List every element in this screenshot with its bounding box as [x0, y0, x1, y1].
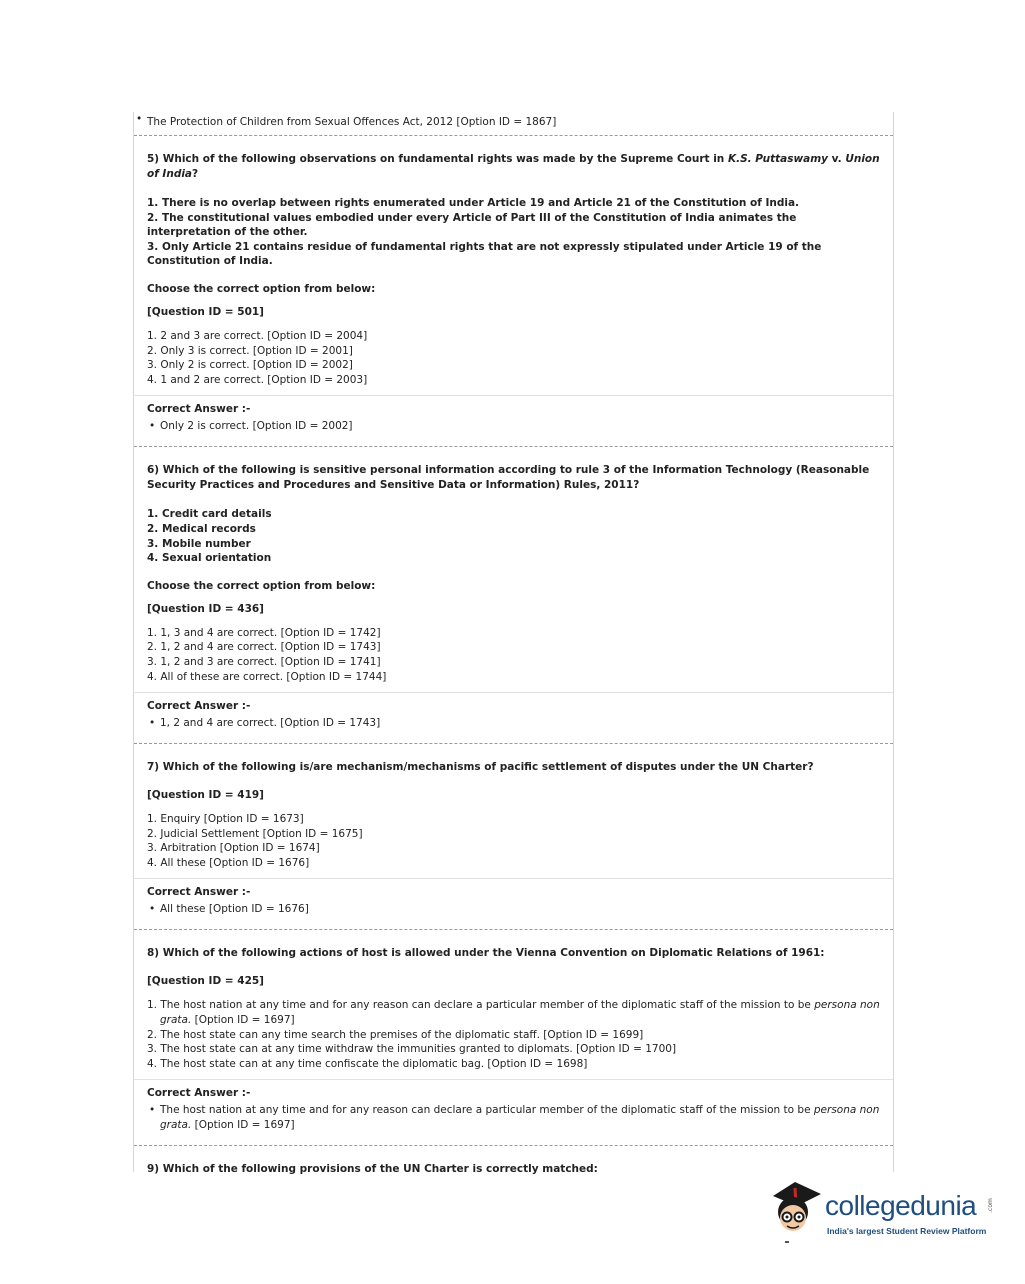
question-id: [Question ID = 425] [147, 975, 264, 988]
statement: 3. Mobile number [147, 537, 251, 550]
question-paper-sheet [133, 112, 894, 1176]
question-5-title: 5) Which of the following observations on fundamental rights was made by the Supreme Court in K.S. Puttaswamy v. Union of India? [147, 153, 880, 180]
correct-answer-text: 1, 2 and 4 are correct. [Option ID = 1743] [160, 717, 381, 730]
question-8-title: 8) Which of the following actions of host is allowed under the Vienna Convention on Diplomatic Relations of 1961: [147, 947, 825, 960]
logo-tagline: India's largest Student Review Platform [827, 1226, 987, 1236]
correct-answer-box [134, 1079, 893, 1139]
correct-answer-heading: Correct Answer :- [147, 700, 251, 713]
correct-answer-box [134, 878, 893, 923]
previous-option-item [134, 112, 893, 135]
option-item: 2. The host state can any time search the premises of the diplomatic staff. [Option ID = 1699] [147, 1028, 644, 1041]
correct-answer-box [134, 395, 893, 440]
correct-answer-heading: Correct Answer :- [147, 886, 251, 899]
option-item: 2. Judicial Settlement [Option ID = 1675] [147, 827, 363, 840]
option-item: 1. 1, 3 and 4 are correct. [Option ID = 1742] [147, 626, 381, 639]
collegedunia-logo [765, 1176, 995, 1246]
question-9-title: 9) Which of the following provisions of the UN Charter is correctly matched: [147, 1163, 598, 1176]
option-item: 3. The host state can at any time withdraw the immunities granted to diplomats. [Option ID = 1700] [147, 1043, 677, 1056]
option-item: 2. Only 3 is correct. [Option ID = 2001] [147, 344, 353, 357]
mascot-icon [765, 1176, 825, 1246]
correct-answer-text: The host nation at any time and for any reason can declare a particular member of the diplomatic staff of the mission to be persona non grata. [Option ID = 1697] [160, 1104, 880, 1132]
bullet-icon: • [149, 420, 156, 433]
bullet-icon: • [136, 113, 143, 125]
correct-answer-item [147, 419, 880, 434]
bullet-icon: • [149, 717, 156, 730]
option-item: 4. The host state can at any time confiscate the diplomatic bag. [Option ID = 1698] [147, 1057, 588, 1070]
question-6-options [147, 626, 880, 684]
correct-answer-heading: Correct Answer :- [147, 1087, 251, 1100]
question-6-statements [147, 507, 880, 565]
logo-domain: .com [986, 1198, 994, 1213]
question-id: [Question ID = 419] [147, 789, 264, 802]
correct-answer-text: Only 2 is correct. [Option ID = 2002] [160, 420, 353, 433]
correct-answer-item [147, 902, 880, 917]
question-7-title: 7) Which of the following is/are mechanism/mechanisms of pacific settlement of disputes under the UN Charter? [147, 761, 814, 774]
question-6 [134, 446, 893, 743]
statement: 3. Only Article 21 contains residue of fundamental rights that are not expressly stipulated under Article 19 of the Constitution of India. [147, 240, 822, 268]
statement: 1. Credit card details [147, 508, 272, 521]
statement: 1. There is no overlap between rights enumerated under Article 19 and Article 21 of the Constitution of India. [147, 197, 800, 209]
option-item: 1. Enquiry [Option ID = 1673] [147, 813, 304, 826]
correct-answer-item [147, 716, 880, 731]
question-8 [134, 929, 893, 1145]
option-item: 3. Only 2 is correct. [Option ID = 2002] [147, 359, 353, 372]
question-id: [Question ID = 501] [147, 305, 264, 318]
option-item: 3. 1, 2 and 3 are correct. [Option ID = 1741] [147, 655, 381, 668]
option-item: 2. 1, 2 and 4 are correct. [Option ID = 1743] [147, 641, 381, 654]
choose-instruction: Choose the correct option from below: [147, 579, 376, 592]
option-item: 3. Arbitration [Option ID = 1674] [147, 842, 320, 855]
question-8-options [147, 998, 880, 1071]
question-5 [134, 135, 893, 446]
correct-answer-box [134, 692, 893, 737]
question-id: [Question ID = 436] [147, 602, 264, 615]
question-7 [134, 743, 893, 929]
option-item: 4. 1 and 2 are correct. [Option ID = 2003] [147, 373, 368, 386]
question-6-title: 6) Which of the following is sensitive personal information according to rule 3 of the Information Technology (Reasonable Security Practices and Procedures and Sensitive Data or Information) Rules, 2011? [147, 464, 870, 492]
option-item: 1. The host nation at any time and for any reason can declare a particular member of the diplomatic staff of the mission to be persona non grata. [Option ID = 1697] [147, 999, 880, 1027]
previous-option-text: The Protection of Children from Sexual Offences Act, 2012 [Option ID = 1867] [147, 116, 557, 128]
correct-answer-text: All these [Option ID = 1676] [160, 903, 309, 916]
question-5-options [147, 329, 880, 387]
question-5-statements [147, 196, 880, 269]
question-7-options [147, 812, 880, 870]
statement: 4. Sexual orientation [147, 552, 272, 565]
option-item: 4. All these [Option ID = 1676] [147, 856, 310, 869]
correct-answer-heading: Correct Answer :- [147, 403, 251, 416]
option-item: 1. 2 and 3 are correct. [Option ID = 2004] [147, 329, 368, 342]
logo-wordmark: collegedunia [825, 1190, 977, 1221]
statement: 2. Medical records [147, 522, 256, 535]
option-item: 4. All of these are correct. [Option ID = 1744] [147, 670, 387, 683]
correct-answer-item [147, 1103, 880, 1133]
statement: 2. The constitutional values embodied under every Article of Part III of the Constitution of India animates the interpretation of the other. [147, 211, 797, 239]
bullet-icon: • [149, 903, 156, 916]
choose-instruction: Choose the correct option from below: [147, 282, 376, 295]
bullet-icon: • [149, 1104, 156, 1117]
